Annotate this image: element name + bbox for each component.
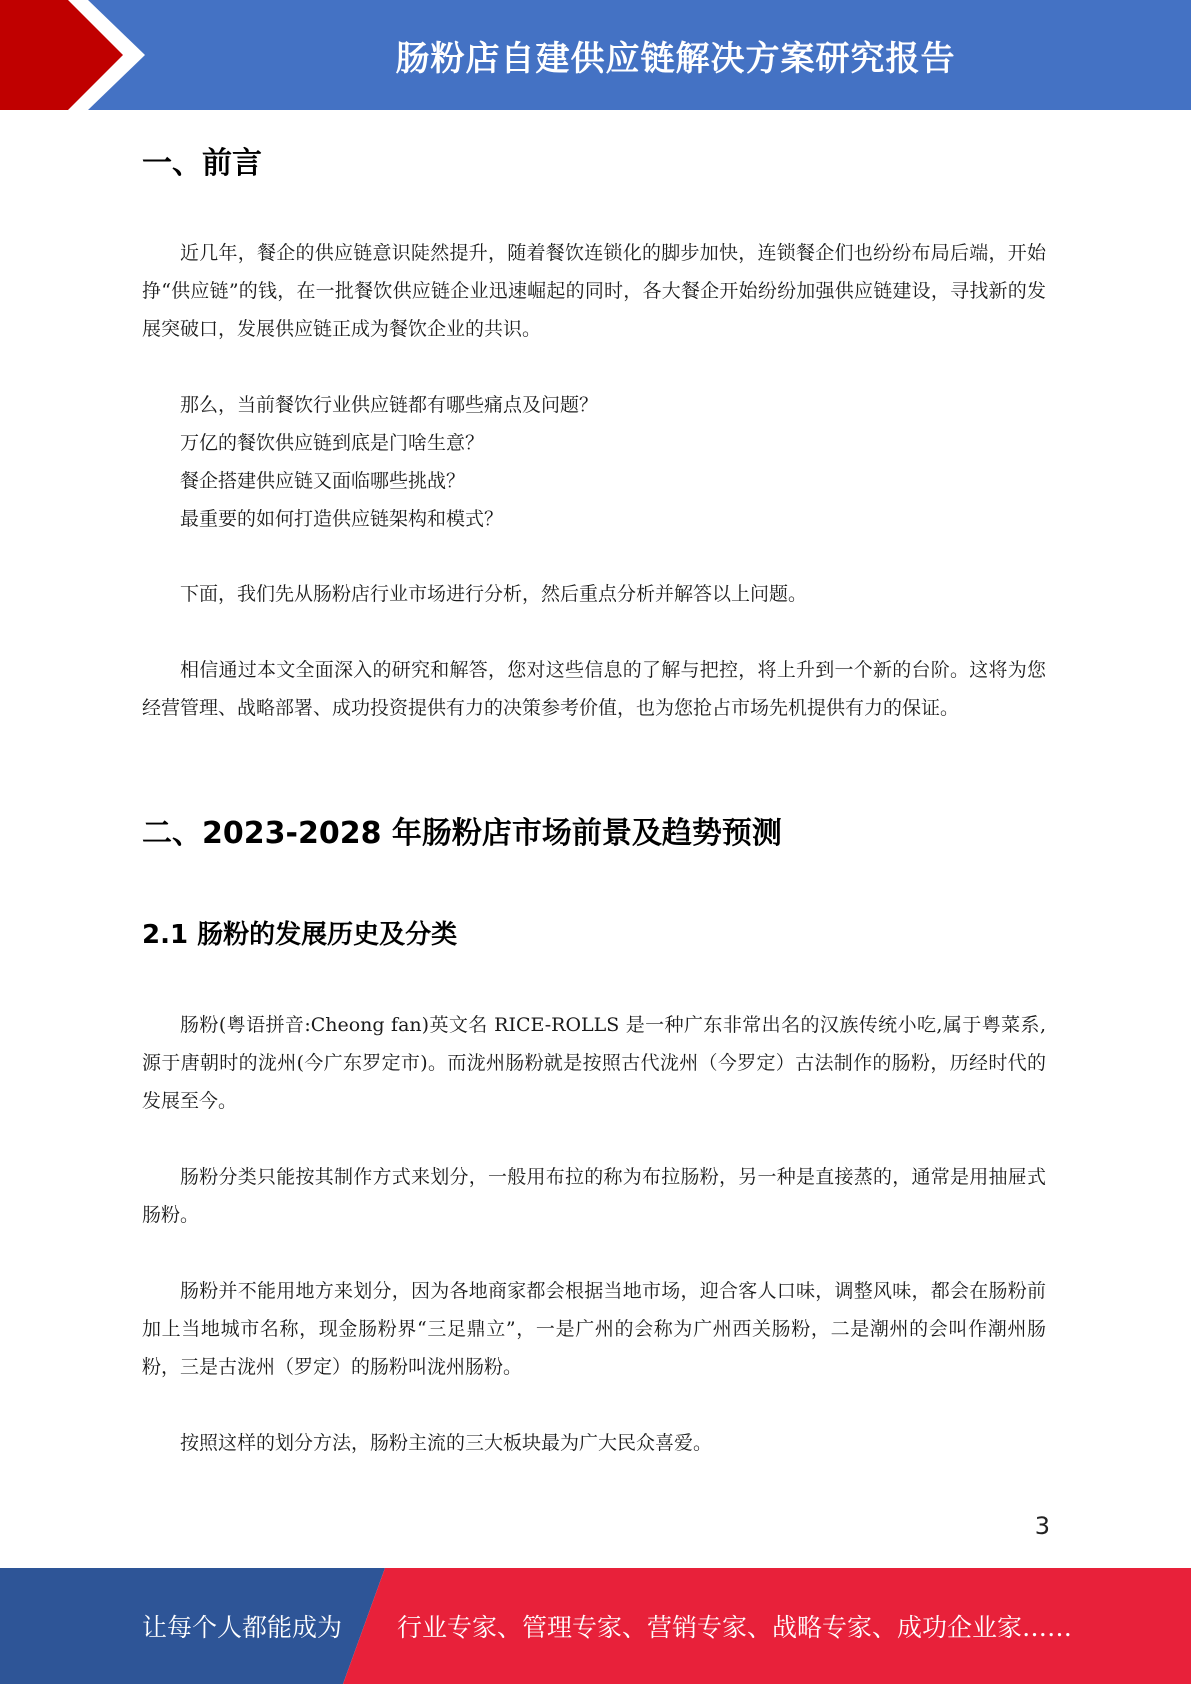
preface-paragraph-2: 下面，我们先从肠粉店行业市场进行分析，然后重点分析并解答以上问题。 — [180, 583, 808, 605]
subsection-heading-history: 2.1 肠粉的发展历史及分类 — [142, 920, 458, 950]
history-paragraph-2: 肠粉分类只能按其制作方式来划分，一般用布拉的称为布拉肠粉，另一种是直接蒸的，通常是用抽屉式肠粉。 — [142, 1166, 1046, 1226]
footer-slogan-right: 行业专家、管理专家、营销专家、战略专家、成功企业家…… — [397, 1613, 1073, 1642]
history-paragraph-3: 肠粉并不能用地方来划分，因为各地商家都会根据当地市场，迎合客人口味，调整风味，都会在肠粉前加上当地城市名称，现金肠粉界“三足鼎立”，一是广州的会称为广州西关肠粉，二是潮州的会叫作潮州肠粉，三是古泷州（罗定）的肠粉叫泷州肠粉。 — [142, 1280, 1046, 1378]
section-heading-market-outlook: 二、2023-2028 年肠粉店市场前景及趋势预测 — [142, 816, 782, 851]
report-title: 肠粉店自建供应链解决方案研究报告 — [395, 38, 956, 79]
section-heading-preface: 一、前言 — [142, 146, 262, 181]
history-paragraph-4: 按照这样的划分方法，肠粉主流的三大板块最为广大民众喜爱。 — [180, 1432, 713, 1454]
preface-paragraph-1: 近几年，餐企的供应链意识陡然提升，随着餐饮连锁化的脚步加快，连锁餐企们也纷纷布局后端，开始挣“供应链”的钱，在一批餐饮供应链企业迅速崛起的同时，各大餐企开始纷纷加强供应链建设，寻找新的发展突破口，发展供应链正成为餐饮企业的共识。 — [142, 242, 1046, 340]
question-item: 最重要的如何打造供应链架构和模式？ — [180, 508, 504, 530]
header-arrow-decoration — [0, 0, 160, 110]
footer-banner — [0, 1568, 1191, 1684]
question-item: 那么，当前餐饮行业供应链都有哪些痛点及问题？ — [180, 394, 599, 416]
preface-paragraph-3: 相信通过本文全面深入的研究和解答，您对这些信息的了解与把控，将上升到一个新的台阶。这将为您经营管理、战略部署、成功投资提供有力的决策参考价值，也为您抢占市场先机提供有力的保证。 — [142, 659, 1046, 719]
header-bar — [0, 0, 1191, 110]
question-item: 餐企搭建供应链又面临哪些挑战？ — [180, 470, 466, 492]
footer-slogan-left: 让每个人都能成为 — [142, 1613, 343, 1642]
question-item: 万亿的餐饮供应链到底是门啥生意？ — [180, 432, 485, 454]
page-number: 3 — [1034, 1512, 1050, 1540]
history-paragraph-1: 肠粉(粤语拼音:Cheong fan)英文名 RICE-ROLLS 是一种广东非常出名的汉族传统小吃,属于粤菜系,源于唐朝时的泷州(今广东罗定市)。而泷州肠粉就是按照古代泷州（今罗定）古法制作的肠粉，历经时代的发展至今。 — [142, 1014, 1046, 1112]
question-list — [142, 386, 1046, 538]
